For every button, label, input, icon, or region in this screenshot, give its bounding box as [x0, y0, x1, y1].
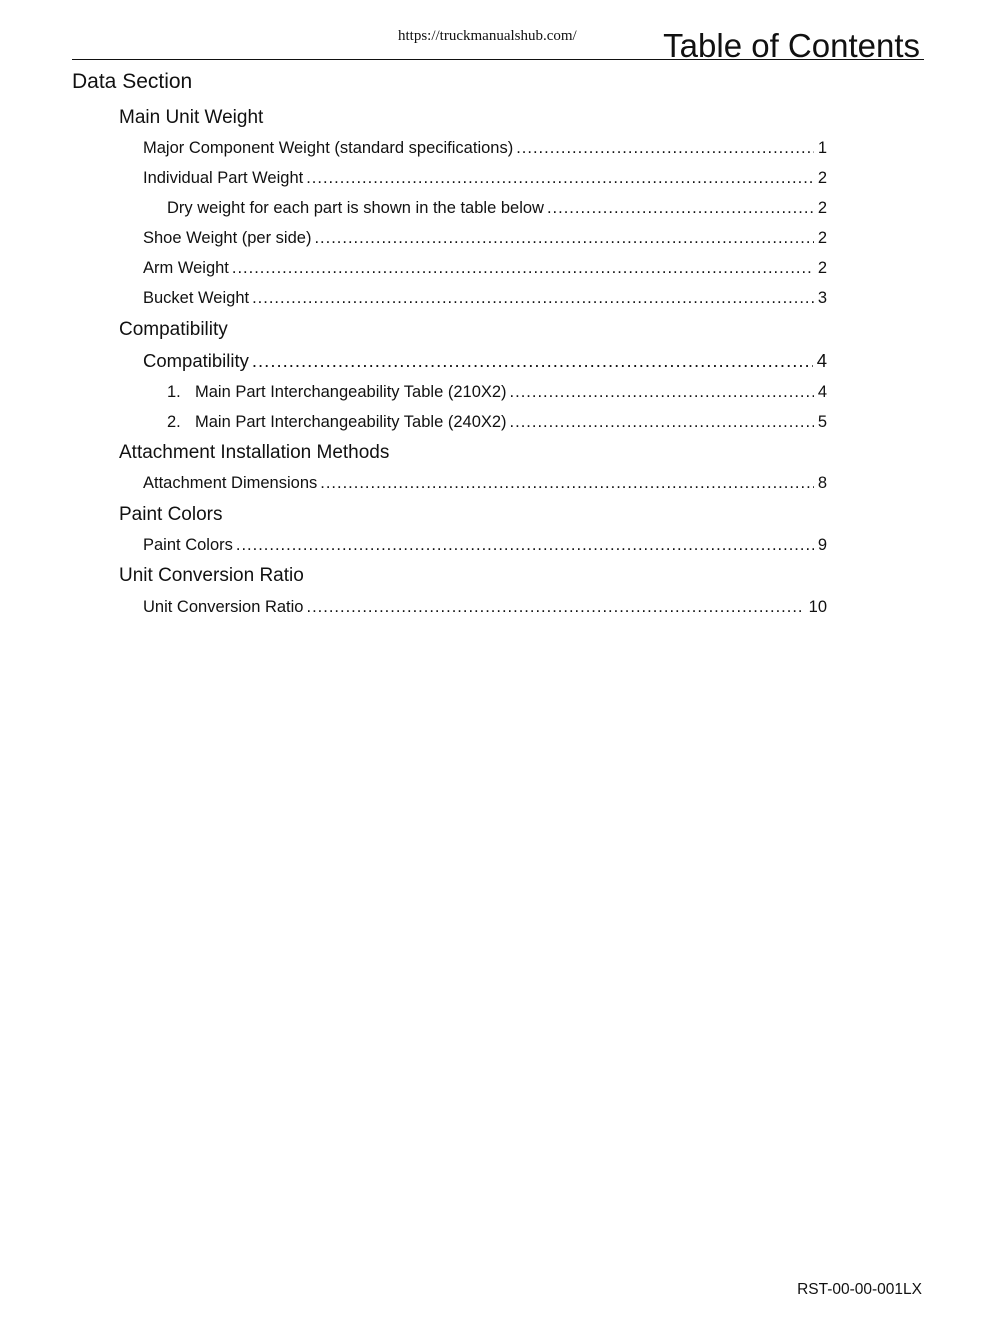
toc-entry-page: 1: [817, 139, 827, 157]
toc-entry-page: 9: [817, 536, 827, 554]
toc-entry-number: 2.: [167, 413, 181, 431]
toc-entry-label: [167, 413, 507, 432]
header-divider: [72, 59, 924, 60]
toc-entry-individual-part-weight[interactable]: [143, 169, 827, 188]
toc-section-heading: Data Section: [72, 70, 193, 93]
toc-entry-label: Bucket Weight: [143, 289, 250, 307]
page-title: Table of Contents: [663, 27, 920, 64]
toc-entry-label: Individual Part Weight: [143, 169, 304, 187]
toc-entry-page: 10: [808, 598, 827, 616]
toc-entry-paint-colors[interactable]: [143, 536, 827, 555]
header-url: https://truckmanualshub.com/: [398, 28, 577, 44]
toc-entry-page: 3: [817, 289, 827, 307]
toc-leader-dots: [320, 474, 814, 493]
toc-entry-dry-weight[interactable]: [167, 199, 827, 218]
toc-heading-unit-conversion: Unit Conversion Ratio: [119, 565, 304, 586]
toc-leader-dots: [236, 536, 814, 555]
toc-entry-label: Attachment Dimensions: [143, 474, 318, 492]
toc-heading-attachment: Attachment Installation Methods: [119, 442, 390, 463]
toc-entry-text: Main Part Interchangeability Table (240X2): [195, 413, 507, 431]
toc-entry-label: Dry weight for each part is shown in the table below: [167, 199, 544, 217]
toc-leader-dots: [516, 139, 814, 158]
document-code: RST-00-00-001LX: [797, 1281, 922, 1298]
toc-entry-number: 1.: [167, 383, 181, 401]
toc-leader-dots: [252, 350, 813, 372]
toc-entry-page: 8: [817, 474, 827, 492]
toc-entry-label: Shoe Weight (per side): [143, 229, 312, 247]
toc-entry-page: 2: [817, 199, 827, 217]
toc-leader-dots: [510, 383, 814, 402]
toc-entry-interchangeability-240x2[interactable]: [167, 413, 827, 432]
toc-leader-dots: [252, 289, 814, 308]
toc-entry-label: [167, 383, 507, 402]
toc-entry-arm-weight[interactable]: [143, 259, 827, 278]
toc-entry-page: 2: [817, 229, 827, 247]
toc-leader-dots: [547, 199, 814, 218]
toc-entry-page: 4: [817, 383, 827, 401]
toc-entry-label: Major Component Weight (standard specifications): [143, 139, 514, 157]
toc-entry-page: 2: [817, 259, 827, 277]
toc-entry-attachment-dimensions[interactable]: [143, 474, 827, 493]
toc-entry-page: 5: [817, 413, 827, 431]
toc-leader-dots: [510, 413, 814, 432]
toc-leader-dots: [306, 169, 814, 188]
toc-entry-label: Arm Weight: [143, 259, 229, 277]
toc-leader-dots: [307, 598, 805, 617]
toc-entry-label: Compatibility: [143, 350, 249, 371]
toc-heading-compatibility: Compatibility: [119, 319, 228, 340]
toc-entry-page: 2: [817, 169, 827, 187]
toc-entry-compatibility[interactable]: [143, 350, 827, 372]
toc-entry-page: 4: [816, 350, 827, 371]
toc-entry-major-component-weight[interactable]: [143, 139, 827, 158]
toc-entry-text: Main Part Interchangeability Table (210X2): [195, 383, 507, 401]
toc-heading-paint-colors: Paint Colors: [119, 504, 223, 525]
toc-entry-label: Paint Colors: [143, 536, 233, 554]
toc-leader-dots: [314, 229, 813, 248]
toc-entry-shoe-weight[interactable]: [143, 229, 827, 248]
toc-leader-dots: [232, 259, 814, 278]
toc-entry-unit-conversion-ratio[interactable]: [143, 598, 827, 617]
toc-heading-main-unit-weight: Main Unit Weight: [119, 107, 264, 128]
toc-entry-interchangeability-210x2[interactable]: [167, 383, 827, 402]
toc-entry-label: Unit Conversion Ratio: [143, 598, 304, 616]
toc-entry-bucket-weight[interactable]: [143, 289, 827, 308]
